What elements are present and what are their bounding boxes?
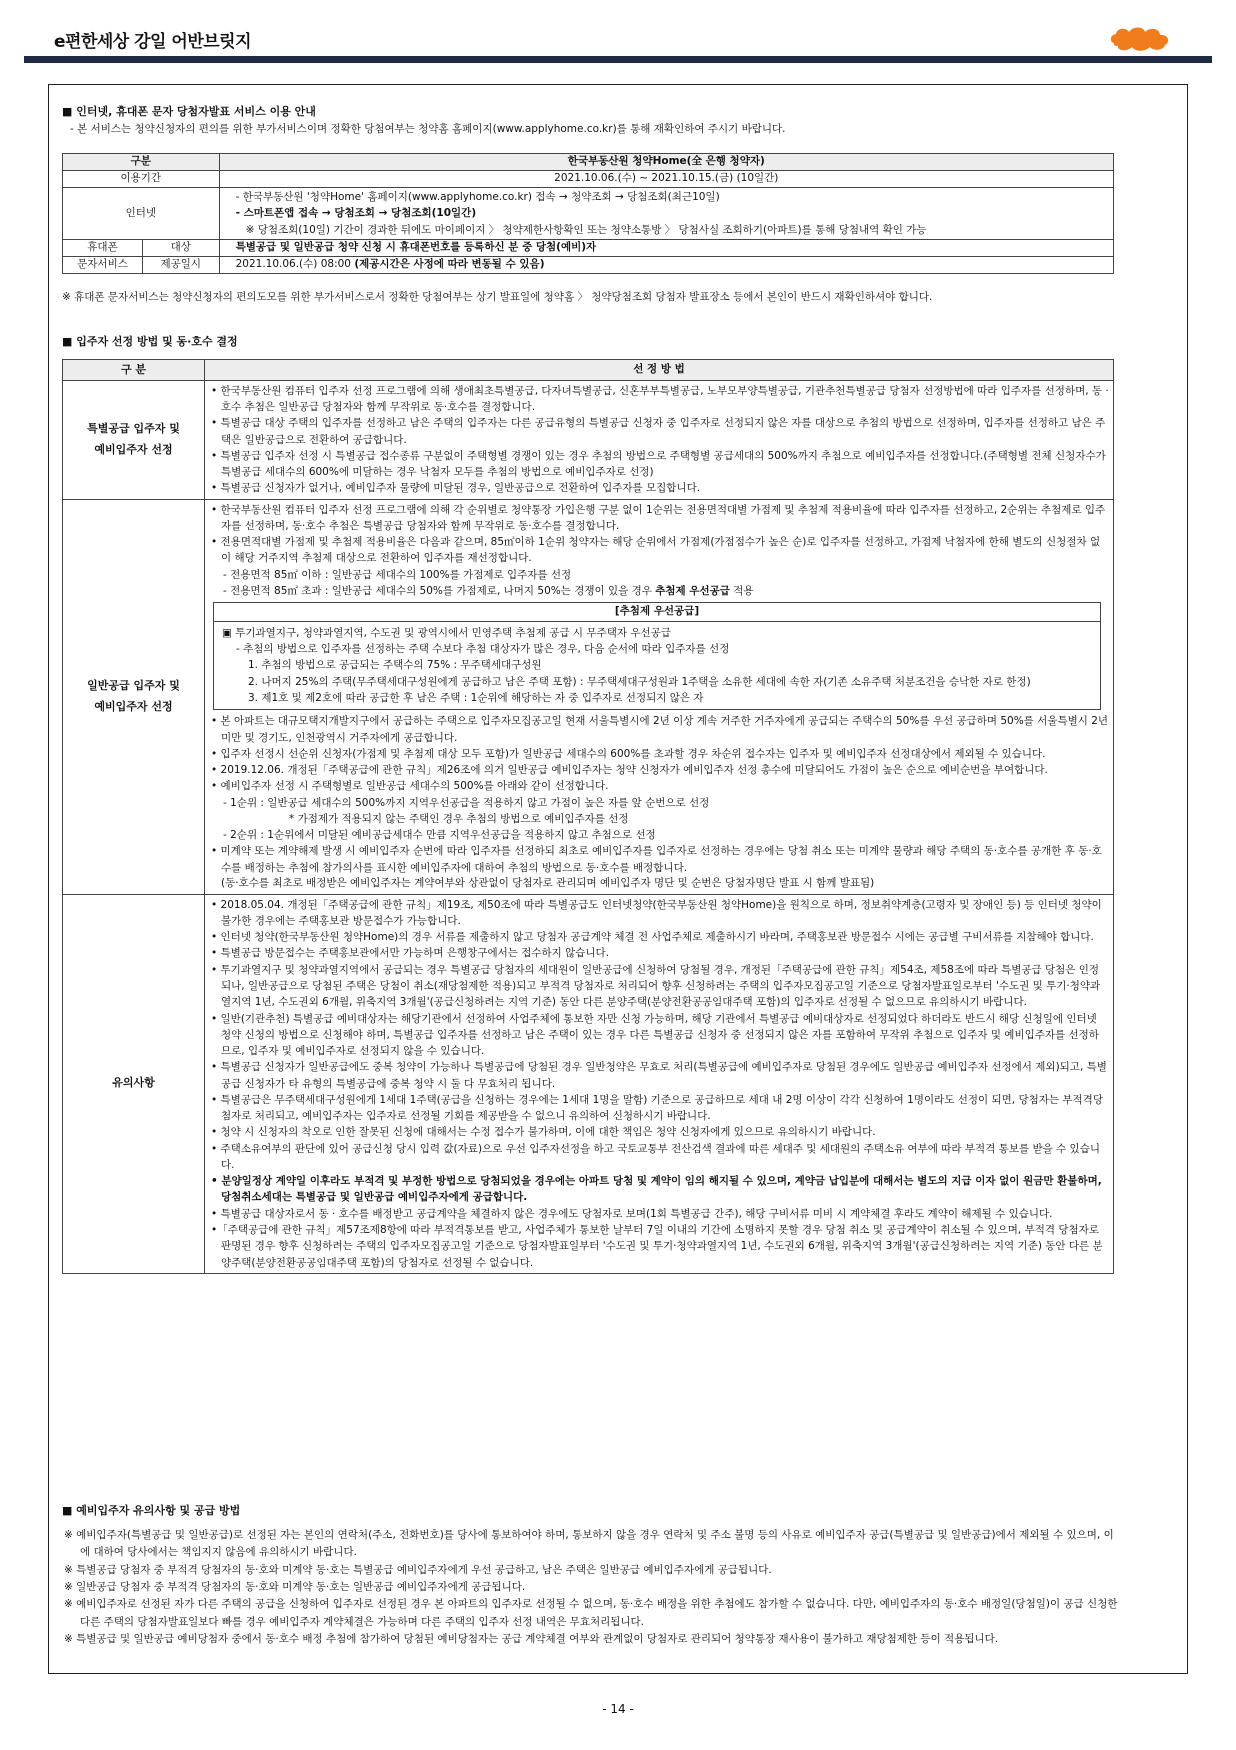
brand-logo-icon bbox=[1108, 25, 1172, 53]
caution-item: • 특별공급 방문접수는 주택홍보관에서만 가능하며 은행창구에서는 접수하지 않습니다. bbox=[211, 947, 610, 960]
general-sub: - 전용면적 85㎡ 이하 : 일반공급 세대수의 100%를 가점제로 입주자를 선정 bbox=[223, 568, 572, 581]
reserve-note: ※ 특별공급 및 일반공급 예비당첨자 중에서 동·호수 배정 추첨에 참가하여 당첨된 예비당첨자는 공급 계약체결 여부와 관계없이 당첨자로 관리되어 청약통장 재사용이 불가하고 재당첨제한 등이 적용됩니다. bbox=[64, 1632, 999, 1645]
internet-value bbox=[219, 188, 1113, 240]
sms-section-title: ■ 인터넷, 휴대폰 문자 당첨자발표 서비스 이용 안내 bbox=[62, 105, 316, 118]
lottery-box-line: ▣ 투기과열지구, 청약과열지역, 수도권 및 광역시에서 민영주택 추첨제 공급 시 무주택자 우선공급 bbox=[222, 626, 671, 639]
page-number: - 14 - bbox=[602, 1702, 634, 1716]
sms-table bbox=[62, 153, 1114, 274]
general-item: • 입주자 선정시 선순위 신청자(가점제 및 추첨제 대상 모두 포함)가 일반공급 세대수의 600%를 초과할 경우 차순위 접수자는 입주자 및 예비입주자 선정대상에서 제외될 수 있습니다. bbox=[211, 747, 1046, 760]
general-sub: - 1순위 : 일반공급 세대수의 500%까지 지역우선공급을 적용하지 않고 가점이 높은 자를 앞 순번으로 선정 bbox=[223, 796, 710, 809]
internet-line: ※ 당첨조회(10일) 기간이 경과한 뒤에도 마이페이지 〉 청약제한사항확인 또는 청약소통방 〉 당첨사실 조회하기(아파트)를 통해 당첨내역 확인 가능 bbox=[245, 223, 927, 236]
special-item: • 특별공급 입주자 선정 시 특별공급 접수종류 구분없이 주택형별 경쟁이 있는 경우 추첨의 방법으로 주택형별 공급세대의 500%까지 추첨으로 예비입주자를 선정합니다.(주택형별 전체 신청자수가 특별공급 세대수의 600%에 미달하는 경우 낙첨자 모두를 추첨의 방법으로 예비입주자로 선정) bbox=[211, 449, 1106, 479]
reserve-note: ※ 예비입주자(특별공급 및 일반공급)로 선정된 자는 본인의 연락처(주소, 전화번호)를 당사에 통보하여야 하며, 통보하지 않을 경우 연락처 및 주소 불명 등의 사유로 예비입주자 공급(특별공급 및 일반공급)에서 제외될 수 있으며, 이에 대하여 당사에서는 책임지지 않음에 유의하시기 바랍니다. bbox=[64, 1529, 1114, 1559]
period-value: 2021.10.06.(수) ~ 2021.10.15.(금) (10일간) bbox=[219, 171, 1113, 188]
general-item: • 2019.12.06. 개정된「주택공급에 관한 규칙」제26조에 의거 일반공급 예비입주자는 청약 신청자가 예비입주자 선정 총수에 미달되어도 가점이 높은 순으로 예비순번을 부여합니다. bbox=[211, 764, 1048, 777]
special-content bbox=[205, 380, 1114, 499]
sms-col-value: 한국부동산원 청약Home(全 은행 청약자) bbox=[219, 154, 1113, 171]
lottery-box-title: [추첨제 우선공급] bbox=[214, 603, 1100, 622]
caution-item: • 투기과열지구 및 청약과열지역에서 공급되는 경우 특별공급 당첨자의 세대원이 일반공급에 신청하여 당첨될 경우, 개정된「주택공급에 관한 규칙」제54조, 제58조에 따라 특별공급 당첨은 인정되나, 일반공급으로 당첨된 주택은 당첨이 취소(재당첨제한 적용)되고 부적격 당첨자로 처리되어 향후 신청하려는 주택의 입주자모집공고일 기준으로 당첨자발표일로부터 '수도권 및 투기·청약과열지역 1년, 수도권외 6개월, 위축지역 3개월'(공급신청하려는 지역 기준) 동안 다른 분양주택(분양전환공공임대주택 포함)의 입주자로 선정될 수 없으므로 유의하시기 바랍니다. bbox=[211, 963, 1101, 1009]
target-value: 특별공급 및 일반공급 청약 신청 시 휴대폰번호를 등록하신 분 중 당첨(예비)자 bbox=[219, 239, 1113, 256]
reserve-note: ※ 예비입주자로 선정된 자가 다른 주택의 공급을 신청하여 입주자로 선정된 경우 본 아파트의 입주자로 선정될 수 없으며, 동·호수 배정을 위한 추첨에도 참가할 수 없습니다. 다만, 예비입주자의 동·호수 배정일(당첨일)이 공급 신청한 다른 주택의 당첨자발표일보다 빠를 경우 예비입주자 계약체결은 가능하며 다른 주택의 입주자 선정 내역은 무효처리됩니다. bbox=[64, 1598, 1118, 1628]
caution-item: • 청약 시 신청자의 착오로 인한 잘못된 신청에 대해서는 수정 접수가 불가하며, 이에 대한 책임은 청약 신청자에게 있으므로 유의하시기 바랍니다. bbox=[211, 1126, 876, 1139]
general-sub-text: - 전용면적 85㎡ 초과 : 일반공급 세대수의 50%를 가점제로, 나머지 50%는 경쟁이 있을 경우 bbox=[223, 584, 656, 597]
general-sub bbox=[209, 583, 1109, 599]
reserve-note: ※ 특별공급 당첨자 중 부적격 당첨자의 동·호와 미계약 동·호는 특별공급 예비입주자에게 우선 공급하고, 남은 주택은 일반공급 예비입주자에게 공급됩니다. bbox=[64, 1563, 772, 1576]
selection-col-label: 구 분 bbox=[63, 360, 205, 381]
lottery-box-line: 3. 제1호 및 제2호에 따라 공급한 후 남은 주택 : 1순위에 해당하는 자 중 입주자로 선정되지 않은 자 bbox=[248, 692, 704, 705]
brand-title: e편한세상 강일 어반브릿지 bbox=[54, 32, 252, 52]
general-item: • 한국부동산원 컴퓨터 입주자 선정 프로그램에 의해 각 순위별로 청약통장 가입은행 구분 없이 1순위는 전용면적대별 가점제 및 추첨제 적용비율에 따라 입주자를 선정하고, 2순위는 추첨제로 입주자를 선정하며, 동·호수 추첨은 특별공급 당첨자와 함께 무작위로 동·호수를 결정합니다. bbox=[211, 503, 1106, 532]
lottery-box-line: 2. 나머지 25%의 주택(무주택세대구성원에게 공급하고 남은 주택 포함) : 무주택세대구성원과 1주택을 소유한 세대에 속한 자(기존 소유주택 처분조건을 승낙한 자로 한정) bbox=[248, 675, 1031, 688]
caution-item: • 특별공급 대상자로서 동 · 호수를 배정받고 공급계약을 체결하지 않은 경우에도 당첨자로 보며(1회 특별공급 간주), 해당 구비서류 미비 시 계약체결 후라도 계약이 해제될 수 있습니다. bbox=[211, 1207, 1053, 1220]
caution-item: • 특별공급 신청자가 일반공급에도 중복 청약이 가능하나 특별공급에 당첨된 경우 일반청약은 무효로 처리(특별공급에 예비입주자로 당첨된 경우에도 일반공급 예비입주자 선정에서 제외)되고, 특별공급 신청자가 타 유형의 특별공급에 중복 청약 시 둘 다 무효처리 됩니다. bbox=[211, 1061, 1107, 1090]
selection-section-title: ■ 입주자 선정 방법 및 동·호수 결정 bbox=[62, 335, 238, 348]
target-label: 대상 bbox=[143, 239, 220, 256]
special-label bbox=[63, 380, 205, 499]
caution-item: • 주택소유여부의 판단에 있어 공급신청 당시 입력 값(자료)으로 우선 입주자선정을 하고 국토교통부 전산검색 결과에 따른 세대주 및 세대원의 주택소유 여부에 따라 부적격 통보를 받을 수 있습니다. bbox=[211, 1142, 1100, 1171]
general-item: • 전용면적대별 가점제 및 추첨제 적용비율은 다음과 같으며, 85㎡이하 1순위 청약자는 해당 순위에서 가점제(가점점수가 높은 순)로 입주자를 선정하고, 가점제 낙첨자에 한해 별도의 신청절차 없이 해당 거주지역 추첨제 대상으로 전환하여 입주자를 재선정합니다. bbox=[211, 536, 1101, 565]
special-item: • 특별공급 대상 주택의 입주자를 선정하고 남은 주택의 입주자는 다른 공급유형의 특별공급 신청자 중 입주자로 선정되지 않은 자를 대상으로 추첨의 방법으로 선정하며, 입주자를 선정하고 남은 주택은 일반공급으로 전환하여 공급합니다. bbox=[211, 417, 1106, 446]
time-value-date: 2021.10.06.(수) 08:00 bbox=[235, 257, 355, 270]
sms-col-label: 구분 bbox=[63, 154, 220, 171]
general-item-note: (동·호수를 최초로 배정받은 예비입주자는 계약여부와 상관없이 당첨자로 관리되며 예비입주자 명단 및 순번은 당첨자명단 발표 시 함께 발표됨) bbox=[221, 876, 875, 889]
caution-item: •「주택공급에 관한 규칙」제57조제8항에 따라 부적격통보를 받고, 사업주체가 통보한 날부터 7일 이내의 기간에 소명하지 못할 경우 당첨 취소 및 공급계약이 취소될 수 있으며, 부적격 당첨자로 판명된 경우 향후 신청하려는 주택의 입주자모집공고일 기준으로 당첨자발표일부터 '수도권 및 투기·청약과열지역 1년, 수도권외 6개월, 위축지역 3개월'(공급신청하려는 지역 기준) 동안 다른 분양주택(분양전환공공임대주택 포함)의 당첨자로 선정될 수 없습니다. bbox=[211, 1224, 1103, 1269]
general-item: • 본 아파트는 대규모택지개발지구에서 공급하는 주택으로 입주자모집공고일 현재 서울특별시에 2년 이상 계속 거주한 거주자에게 공급되는 주택수의 50%를 우선 공급하며 50%를 서울특별시 2년 미만 및 경기도, 인천광역시 거주자에게 공급합니다. bbox=[211, 715, 1109, 744]
time-label: 제공일시 bbox=[143, 256, 220, 273]
caution-item: • 2018.05.04. 개정된「주택공급에 관한 규칙」제19조, 제50조에 따라 특별공급도 인터넷청약(한국부동산원 청약Home)을 원칙으로 하며, 정보취약계층(고령자 및 장애인 등) 등 인터넷 청약이 불가한 경우에는 주택홍보관 방문접수가 가능합니다. bbox=[211, 898, 1102, 927]
caution-item: • 일반(기관추천) 특별공급 예비대상자는 해당기관에서 선정하여 사업주체에 통보한 자만 신청 가능하며, 해당 기관에서 특별공급 예비대상자로 선정되었다 하더라도 반드시 해당 신청일에 인터넷 청약 신청의 방법으로 신청해야 하며, 특별공급 입주자를 선정하고 남은 주택이 있는 경우 다른 특별공급 신청자 중 선정되지 않은 자를 포함하여 무작위 추첨으로 입주자 및 예비입주자를 선정하므로, 입주자 및 예비입주자로 선정되지 않을 수 있습니다. bbox=[211, 1012, 1099, 1058]
general-item: • 예비입주자 선정 시 주택형별로 일반공급 세대수의 500%를 아래와 같이 선정합니다. bbox=[211, 780, 609, 793]
phone-label: 휴대폰 bbox=[63, 239, 143, 256]
caution-item-bold: • 분양일정상 계약일 이후라도 부적격 및 부정한 방법으로 당첨되었을 경우에는 아파트 당첨 및 계약이 임의 해지될 수 있으며, 계약금 납입분에 대해서는 별도의 지급 이자 없이 원금만 환불하며, 당첨취소세대는 특별공급 및 일반공급 예비입주자에게 공급합니다. bbox=[211, 1175, 1102, 1204]
general-label-line: 일반공급 입주자 및 bbox=[87, 678, 180, 692]
caution-label: 유의사항 bbox=[63, 894, 205, 1273]
caution-content bbox=[205, 894, 1114, 1273]
time-value bbox=[219, 256, 1113, 273]
general-content bbox=[205, 499, 1114, 894]
general-label-line: 예비입주자 선정 bbox=[94, 699, 173, 713]
period-label: 이용기간 bbox=[63, 171, 220, 188]
general-sub: * 가점제가 적용되지 않는 주택인 경우 추첨의 방법으로 예비입주자를 선정 bbox=[289, 812, 629, 825]
selection-table bbox=[62, 359, 1114, 1274]
general-sub-text: 적용 bbox=[729, 584, 754, 597]
header-divider bbox=[24, 56, 1212, 63]
sms-note: ※ 휴대폰 문자서비스는 청약신청자의 편의도모를 위한 부가서비스로서 정확한 당첨여부는 상기 발표일에 청약홈 〉 청약당첨조회 당첨자 발표장소 등에서 본인이 반드시 재확인하셔야 합니다. bbox=[62, 291, 933, 303]
lottery-box-line: 1. 추첨의 방법으로 공급되는 주택수의 75% : 무주택세대구성원 bbox=[248, 659, 542, 672]
internet-line: - 한국부동산원 '청약Home' 홈페이지(www.applyhome.co.kr) 접속 → 청약조회 → 당첨조회(최근10일) bbox=[235, 191, 720, 203]
lottery-box-body bbox=[214, 622, 1100, 709]
sms-intro: - 본 서비스는 청약신청자의 편의를 위한 부가서비스이며 정확한 당첨여부는 청약홈 홈페이지(www.applyhome.co.kr)를 통해 재확인하여 주시기 바랍니다. bbox=[70, 123, 786, 135]
lottery-box-line: - 추첨의 방법으로 입주자를 선정하는 주택 수보다 추첨 대상자가 많은 경우, 다음 순서에 따라 입주자를 선정 bbox=[236, 643, 730, 656]
internet-line: - 스마트폰앱 접속 → 당첨조회 → 당첨조회(10일간) bbox=[235, 207, 477, 220]
general-sub-bold: 추첨제 우선공급 bbox=[655, 584, 730, 597]
lottery-priority-box bbox=[213, 602, 1101, 710]
caution-item: • 특별공급은 무주택세대구성원에게 1세대 1주택(공급을 신청하는 경우에는 1세대 1명을 말함) 기준으로 공급하므로 세대 내 2명 이상이 각각 신청하여 1명이라도 선정이 되면, 당첨자는 부적격당첨자로 처리되고, 예비입주자는 입주자로 선정될 기회를 제공받을 수 없으니 유의하여 신청하시기 바랍니다. bbox=[211, 1093, 1103, 1123]
reserve-section-title: ■ 예비입주자 유의사항 및 공급 방법 bbox=[62, 1504, 241, 1517]
page-header bbox=[24, 0, 1212, 58]
special-item: • 한국부동산원 컴퓨터 입주자 선정 프로그램에 의해 생애최초특별공급, 다자녀특별공급, 신혼부부특별공급, 노부모부양특별공급, 기관추천특별공급 당첨자 선정방법에 따라 입주자를 선정하며, 동 · 호수 추첨은 일반공급 당첨자와 함께 무작위로 동·호수를 결정합니다. bbox=[211, 384, 1109, 414]
caution-item: • 인터넷 청약(한국부동산원 청약Home)의 경우 서류를 제출하지 않고 당첨자 공급계약 체결 전 사업주체로 제출하시기 바라며, 주택홍보관 방문접수 시에는 공급별 구비서류를 지참해야 합니다. bbox=[211, 931, 1094, 944]
reserve-notes bbox=[62, 1527, 1122, 1648]
general-item: • 미계약 또는 계약해제 발생 시 예비입주자 순번에 따라 입주자를 선정하되 최초로 예비입주자를 입주자로 선정하는 경우에는 당첨 취소 또는 미계약 물량과 해당 주택의 동·호수를 공개한 후 동·호수를 배정하는 추첨에 참가의사를 표시한 예비입주자에 대하여 추첨의 방법으로 동·호수를 배정합니다. bbox=[211, 845, 1102, 874]
special-label-line: 예비입주자 선정 bbox=[94, 442, 173, 456]
time-value-note: (제공시간은 사정에 따라 변동될 수 있음) bbox=[354, 257, 545, 270]
special-item: • 특별공급 신청자가 없거나, 예비입주자 물량에 미달된 경우, 일반공급으로 전환하여 입주자를 모집합니다. bbox=[211, 482, 701, 495]
internet-label: 인터넷 bbox=[63, 188, 220, 240]
reserve-note: ※ 일반공급 당첨자 중 부적격 당첨자의 동·호와 미계약 동·호는 일반공급 예비입주자에게 공급됩니다. bbox=[64, 1580, 526, 1593]
general-sub: - 2순위 : 1순위에서 미달된 예비공급세대수 만큼 지역우선공급을 적용하지 않고 추첨으로 선정 bbox=[223, 829, 656, 842]
special-label-line: 특별공급 입주자 및 bbox=[87, 421, 180, 435]
general-label bbox=[63, 499, 205, 894]
sms-service-label: 문자서비스 bbox=[63, 256, 143, 273]
selection-col-value: 선 정 방 법 bbox=[205, 360, 1114, 381]
